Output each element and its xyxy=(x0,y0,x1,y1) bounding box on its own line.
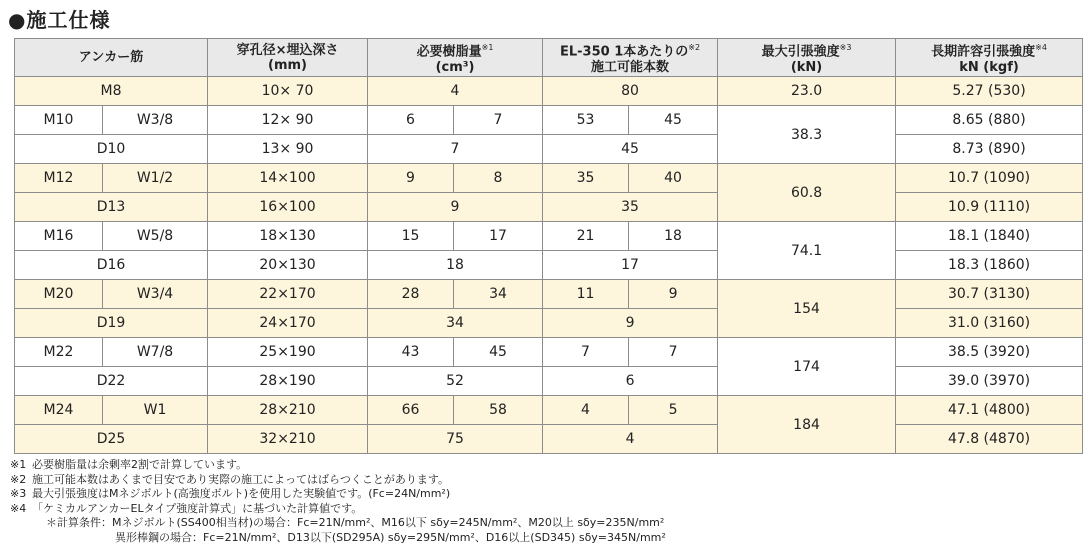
cell-anchor-m: M16 xyxy=(15,222,103,251)
cell-anchor: D19 xyxy=(15,309,208,338)
table-row xyxy=(15,106,1083,135)
spec-table xyxy=(14,38,1083,454)
table-header-row xyxy=(15,39,1083,77)
cell-max: 38.3 xyxy=(718,106,896,164)
header-el350: EL-350 1本あたりの$^{※2}$ 施工可能本数 xyxy=(543,39,718,77)
cell-anchor-w: W1/2 xyxy=(103,164,208,193)
cell-el: 45 xyxy=(543,135,718,164)
rebar-condition-note: 異形棒鋼の場合：Fc=21N/mm²、D13以下(SD295A) sδy=295N/mm²、D16以上(SD345) sδy=345N/mm² xyxy=(115,530,666,544)
cell-resin: 34 xyxy=(368,309,543,338)
header-drill: 穿孔径×埋込深さ (mm) xyxy=(208,39,368,77)
cell-resin: 18 xyxy=(368,251,543,280)
table-row xyxy=(15,338,1083,367)
cell-long: 47.1 (4800) xyxy=(896,396,1083,425)
table-row xyxy=(15,396,1083,425)
cell-anchor: D10 xyxy=(15,135,208,164)
cell-long: 5.27 (530) xyxy=(896,77,1083,106)
calc-condition-note: ＊計算条件：Mネジボルト(SS400相当材)の場合：Fc=21N/mm²、M16以下 sδy=245N/mm²、M20以上 sδy=235N/mm² xyxy=(46,516,665,529)
footnote: ※4 「ケミカルアンカーELタイプ強度計算式」に基づいた計算値です。 xyxy=(10,501,363,515)
cell-resin-m: 15 xyxy=(368,222,454,251)
table-row xyxy=(15,425,1083,454)
cell-el: 80 xyxy=(543,77,718,106)
footnote: ※2 施工可能本数はあくまで目安であり実際の施工によってはばらつくことがあります。 xyxy=(10,472,450,486)
cell-drill: 12× 90 xyxy=(208,106,368,135)
cell-anchor-m: M20 xyxy=(15,280,103,309)
cell-resin-w: 58 xyxy=(454,396,543,425)
header-anchor: アンカー筋 xyxy=(15,39,208,77)
cell-max: 174 xyxy=(718,338,896,396)
cell-el-w: 7 xyxy=(629,338,718,367)
cell-resin-m: 6 xyxy=(368,106,454,135)
cell-el-m: 35 xyxy=(543,164,629,193)
cell-long: 39.0 (3970) xyxy=(896,367,1083,396)
cell-long: 38.5 (3920) xyxy=(896,338,1083,367)
cell-drill: 14×100 xyxy=(208,164,368,193)
cell-long: 30.7 (3130) xyxy=(896,280,1083,309)
header-resin: 必要樹脂量$^{※1}$ (cm³) xyxy=(368,39,543,77)
cell-long: 18.1 (1840) xyxy=(896,222,1083,251)
table-row xyxy=(15,77,1083,106)
footnote: ※1 必要樹脂量は余剰率2割で計算しています。 xyxy=(10,458,248,471)
cell-anchor: M8 xyxy=(15,77,208,106)
cell-el: 17 xyxy=(543,251,718,280)
table-row xyxy=(15,309,1083,338)
cell-resin-w: 17 xyxy=(454,222,543,251)
table-row xyxy=(15,222,1083,251)
table-row xyxy=(15,135,1083,164)
cell-anchor: D16 xyxy=(15,251,208,280)
cell-el: 4 xyxy=(543,425,718,454)
cell-anchor: D22 xyxy=(15,367,208,396)
cell-anchor-w: W7/8 xyxy=(103,338,208,367)
cell-long: 8.73 (890) xyxy=(896,135,1083,164)
cell-el-w: 9 xyxy=(629,280,718,309)
cell-max: 23.0 xyxy=(718,77,896,106)
cell-drill: 25×190 xyxy=(208,338,368,367)
cell-long: 47.8 (4870) xyxy=(896,425,1083,454)
cell-drill: 32×210 xyxy=(208,425,368,454)
cell-resin-w: 7 xyxy=(454,106,543,135)
cell-drill: 24×170 xyxy=(208,309,368,338)
table-row xyxy=(15,251,1083,280)
footnote: ※3 最大引張強度はMネジボルト(高強度ボルト)を使用した実験値です。(Fc=24N/mm²) xyxy=(10,487,451,500)
cell-resin: 4 xyxy=(368,77,543,106)
cell-el: 6 xyxy=(543,367,718,396)
cell-el-w: 45 xyxy=(629,106,718,135)
cell-long: 18.3 (1860) xyxy=(896,251,1083,280)
cell-anchor-w: W3/4 xyxy=(103,280,208,309)
cell-long: 8.65 (880) xyxy=(896,106,1083,135)
cell-el-w: 18 xyxy=(629,222,718,251)
table-row xyxy=(15,280,1083,309)
cell-resin-w: 8 xyxy=(454,164,543,193)
cell-resin-m: 9 xyxy=(368,164,454,193)
cell-el-w: 40 xyxy=(629,164,718,193)
cell-drill: 28×190 xyxy=(208,367,368,396)
cell-anchor: D25 xyxy=(15,425,208,454)
cell-resin: 7 xyxy=(368,135,543,164)
header-long-term: 長期許容引張強度$^{※4}$ kN (kgf) xyxy=(896,39,1083,77)
cell-drill: 20×130 xyxy=(208,251,368,280)
cell-anchor-w: W5/8 xyxy=(103,222,208,251)
table-row xyxy=(15,367,1083,396)
cell-drill: 10× 70 xyxy=(208,77,368,106)
cell-long: 10.7 (1090) xyxy=(896,164,1083,193)
cell-drill: 16×100 xyxy=(208,193,368,222)
page-title: ●施工仕様 xyxy=(8,8,111,32)
cell-el-m: 4 xyxy=(543,396,629,425)
cell-resin: 9 xyxy=(368,193,543,222)
cell-anchor-m: M10 xyxy=(15,106,103,135)
cell-anchor-w: W3/8 xyxy=(103,106,208,135)
cell-el-m: 21 xyxy=(543,222,629,251)
table-row xyxy=(15,193,1083,222)
cell-long: 10.9 (1110) xyxy=(896,193,1083,222)
cell-anchor-m: M24 xyxy=(15,396,103,425)
cell-anchor-m: M22 xyxy=(15,338,103,367)
cell-resin-w: 45 xyxy=(454,338,543,367)
cell-el: 35 xyxy=(543,193,718,222)
cell-resin-m: 43 xyxy=(368,338,454,367)
cell-resin-m: 66 xyxy=(368,396,454,425)
cell-resin: 52 xyxy=(368,367,543,396)
cell-drill: 22×170 xyxy=(208,280,368,309)
cell-el-w: 5 xyxy=(629,396,718,425)
cell-max: 74.1 xyxy=(718,222,896,280)
cell-long: 31.0 (3160) xyxy=(896,309,1083,338)
cell-drill: 28×210 xyxy=(208,396,368,425)
cell-el-m: 7 xyxy=(543,338,629,367)
footnotes xyxy=(10,458,666,545)
header-max-tensile: 最大引張強度$^{※3}$ (kN) xyxy=(718,39,896,77)
cell-anchor-w: W1 xyxy=(103,396,208,425)
cell-drill: 18×130 xyxy=(208,222,368,251)
cell-max: 184 xyxy=(718,396,896,454)
cell-el: 9 xyxy=(543,309,718,338)
cell-max: 154 xyxy=(718,280,896,338)
cell-el-m: 11 xyxy=(543,280,629,309)
cell-resin-m: 28 xyxy=(368,280,454,309)
cell-max: 60.8 xyxy=(718,164,896,222)
cell-resin-w: 34 xyxy=(454,280,543,309)
cell-resin: 75 xyxy=(368,425,543,454)
cell-el-m: 53 xyxy=(543,106,629,135)
cell-drill: 13× 90 xyxy=(208,135,368,164)
table-row xyxy=(15,164,1083,193)
cell-anchor: D13 xyxy=(15,193,208,222)
cell-anchor-m: M12 xyxy=(15,164,103,193)
